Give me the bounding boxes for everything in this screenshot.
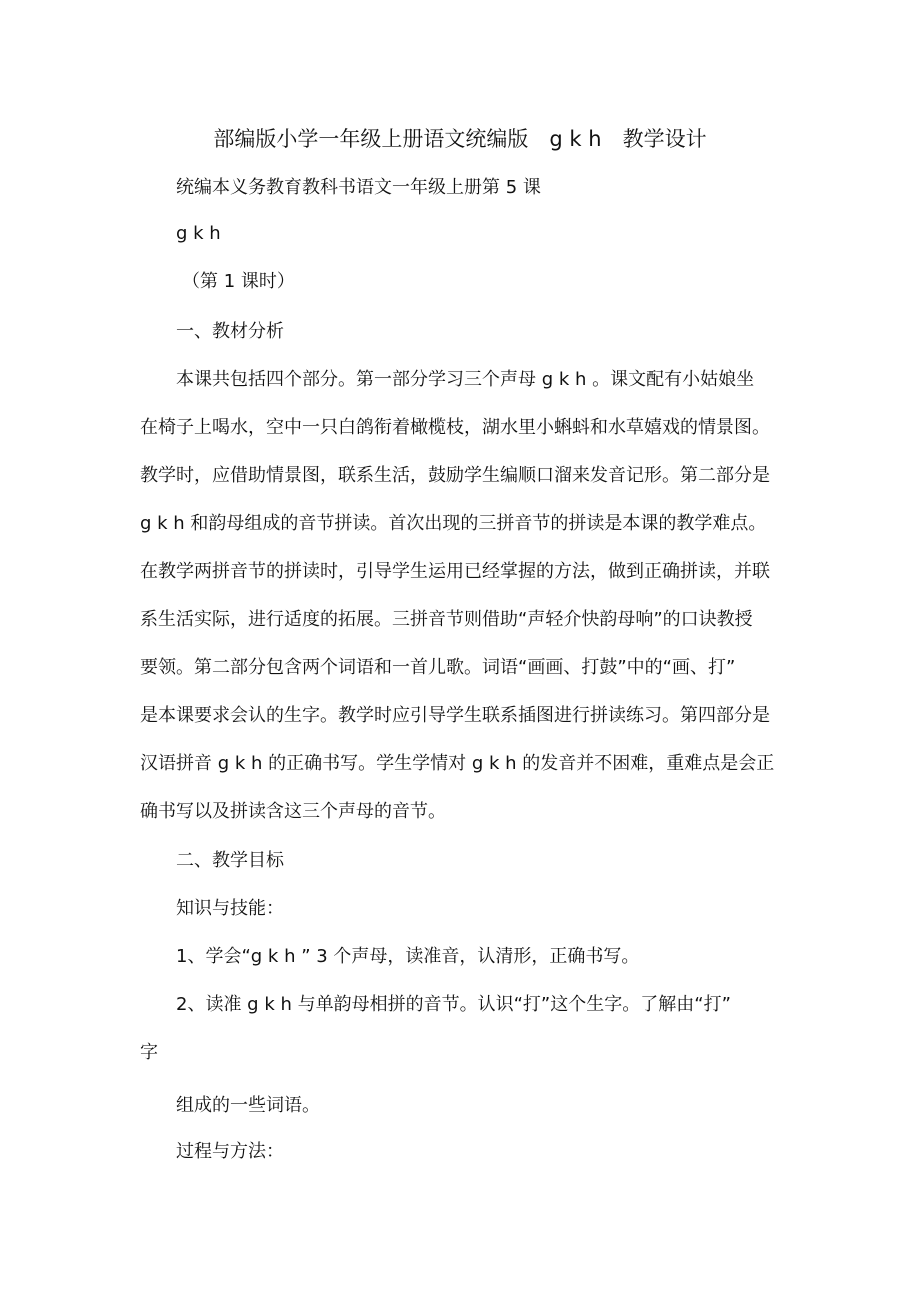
document-subtitle: 统编本义务教育教科书语文一年级上册第 5 课 [176, 177, 541, 198]
paragraph-line: 是本课要求会认的生字。教学时应引导学生联系插图进行拼读练习。第四部分是 [140, 705, 770, 726]
paragraph-line: 确书写以及拼读含这三个声母的音节。 [140, 801, 446, 822]
paragraph-line: 汉语拼音 g k h 的正确书写。学生学情对 g k h 的发音并不困难，重难点是会正 [140, 753, 775, 774]
paragraph-line: 教学时，应借助情景图，联系生活，鼓励学生编顺口溜来发音记形。第二部分是 [140, 465, 770, 486]
paragraph-line: g k h 和韵母组成的音节拼读。首次出现的三拼音节的拼读是本课的教学难点。 [140, 513, 767, 534]
document-title: 部编版小学一年级上册语文统编版 g k h 教学设计 [213, 127, 707, 151]
goal-item-2-line-2: 字 [140, 1042, 158, 1063]
section-heading-analysis: 一、教材分析 [176, 321, 284, 342]
knowledge-heading: 知识与技能： [176, 898, 284, 919]
paragraph-line: 在教学两拼音节的拼读时，引导学生运用已经掌握的方法，做到正确拼读，并联 [140, 561, 770, 582]
lesson-period: （第 1 课时） [182, 271, 295, 292]
paragraph-line: 在椅子上喝水，空中一只白鸽衔着橄榄枝，湖水里小蝌蚪和水草嬉戏的情景图。 [140, 417, 770, 438]
paragraph-line: 系生活实际，进行适度的拓展。三拼音节则借助“声轻介快韵母响”的口诀教授 [140, 609, 753, 630]
paragraph-line: 本课共包括四个部分。第一部分学习三个声母 g k h 。课文配有小姑娘坐 [176, 369, 755, 390]
section-heading-goals: 二、教学目标 [176, 850, 284, 871]
process-heading: 过程与方法： [176, 1141, 284, 1162]
lesson-name: g k h [176, 223, 221, 244]
goal-item-1: 1、学会“g k h ” 3 个声母，读准音，认清形，正确书写。 [176, 946, 640, 967]
goal-item-2-line-1: 2、读准 g k h 与单韵母相拼的音节。认识“打”这个生字。了解由“打” [176, 994, 731, 1015]
paragraph-line: 要领。第二部分包含两个词语和一首儿歌。词语“画画、打鼓”中的“画、打” [140, 657, 736, 678]
goal-item-2-line-3: 组成的一些词语。 [176, 1095, 320, 1116]
